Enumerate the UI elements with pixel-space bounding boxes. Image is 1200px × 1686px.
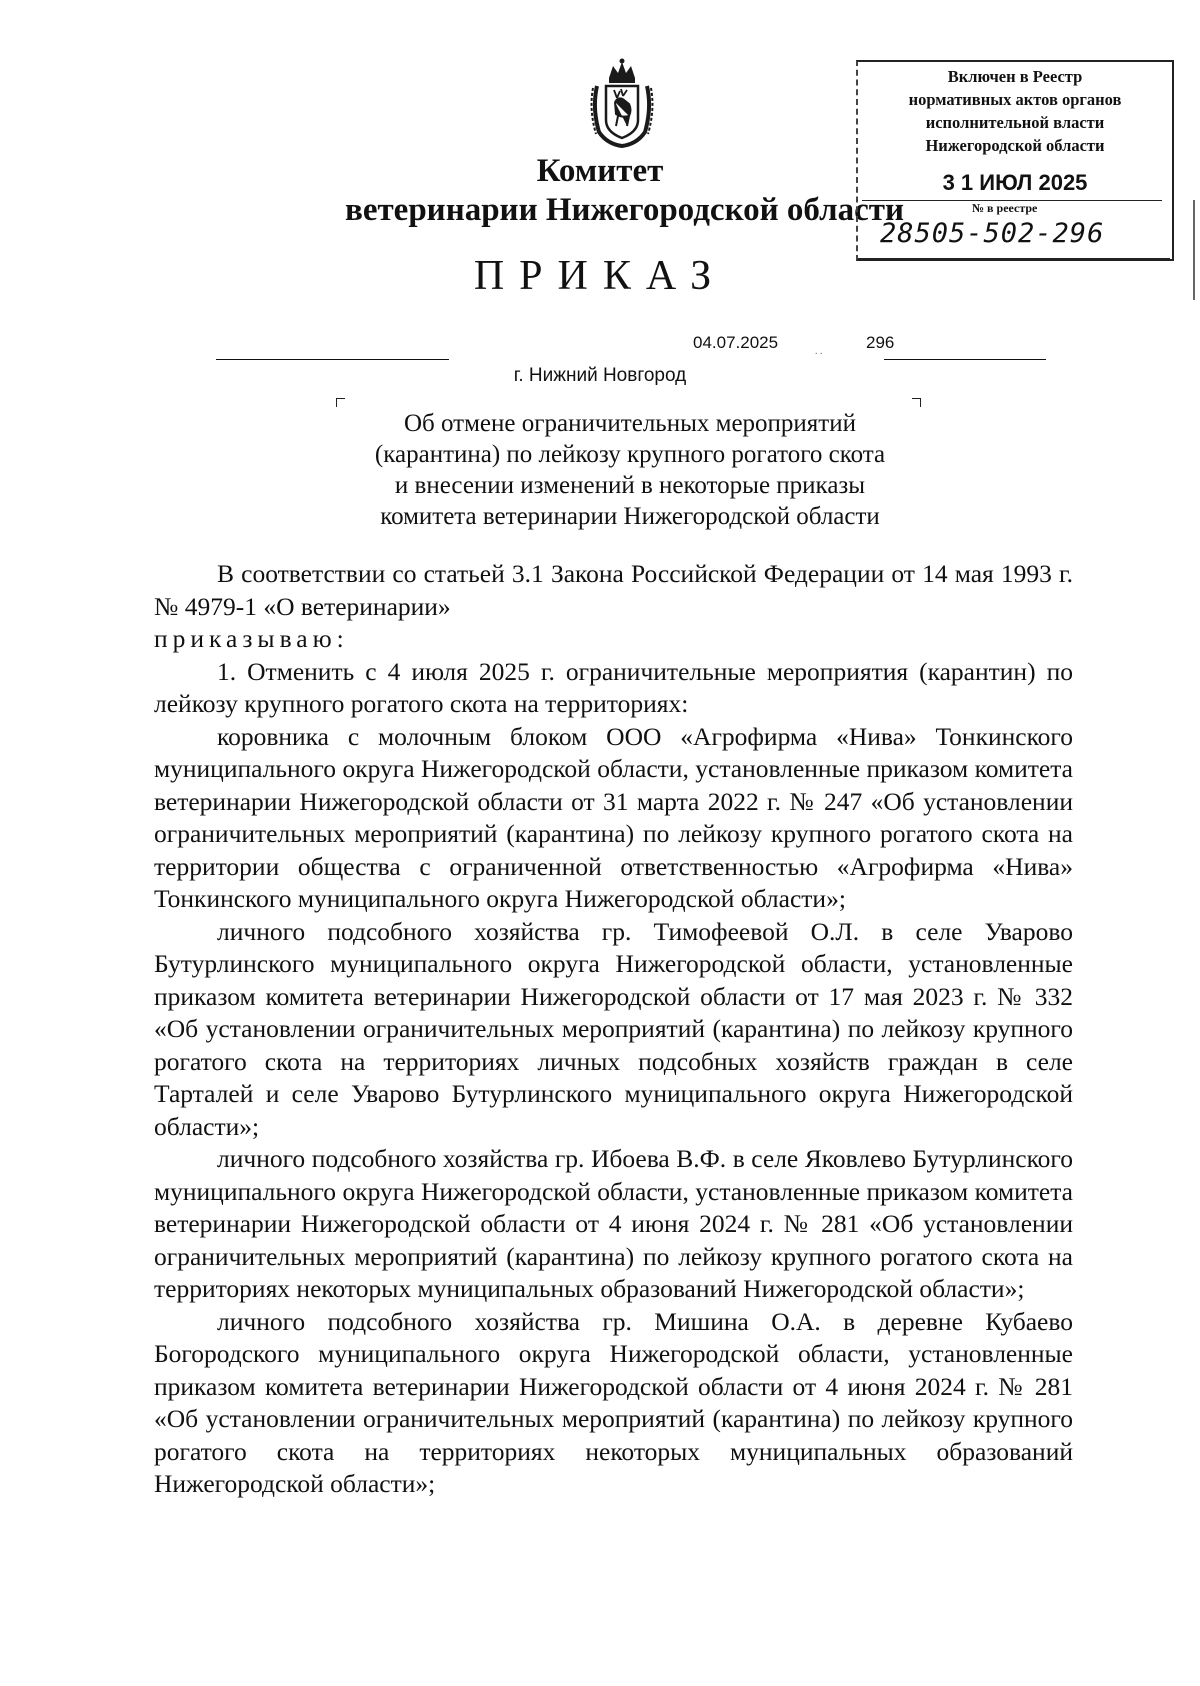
registry-number-label: № в реестре: [972, 201, 1038, 215]
registry-date: 3 1 ИЮЛ 2025: [942, 170, 1088, 195]
scan-edge-line: [1193, 200, 1195, 300]
territory-paragraph: личного подсобного хозяйства гр. Ибоева В.Ф. в селе Яковлево Бутурлинского муниципального округа Нижегородской области, установленные приказом комитета ветеринарии Нижегородской области от 4 июня 2024 г. № 281 «Об установлении ограничительных мероприятий (карантина) по лейкозу крупного рогатого скота на территориях некоторых муниципальных образований Нижегородской области»;: [154, 1144, 1073, 1303]
document-date: 04.07.2025: [693, 333, 779, 352]
preamble-paragraph: В соответствии со статьей 3.1 Закона Российской Федерации от 14 мая 1993 г. № 4979-1 «О ветеринарии»: [154, 559, 1073, 621]
stamp-line: исполнительной власти: [925, 113, 1105, 132]
stamp-line: Нижегородской области: [925, 136, 1105, 155]
title-line: (карантина) по лейкозу крупного рогатого скота: [374, 441, 886, 468]
date-underline: [216, 359, 449, 360]
registry-stamp-text: [870, 65, 1160, 157]
title-line: и внесении изменений в некоторые приказы: [394, 472, 866, 499]
title-corner-right: [912, 398, 921, 407]
stamp-bottom-border: [858, 258, 1170, 260]
number-underline: [884, 359, 1046, 360]
organization-name-line2: ветеринарии Нижегородской области: [345, 192, 904, 228]
stamp-line: нормативных актов органов: [908, 90, 1122, 109]
title-line: Об отмене ограничительных мероприятий: [403, 410, 856, 437]
separator-dots: . .: [815, 346, 823, 357]
title-corner-left: [336, 398, 345, 407]
organization-name: Комитет: [536, 153, 664, 189]
document-type: ПРИКАЗ: [473, 253, 727, 299]
order-word: приказываю:: [154, 624, 349, 653]
document-body: [154, 558, 1073, 1501]
document-city: г. Нижний Новгород: [513, 365, 687, 386]
title-line: комитета ветеринарии Нижегородской области: [380, 503, 880, 530]
coat-of-arms-emblem: [587, 58, 657, 150]
item-1-paragraph: 1. Отменить с 4 июля 2025 г. ограничительные мероприятия (карантин) по лейкозу крупного рогатого скота на территориях:: [154, 656, 1073, 718]
registry-number-handwritten: 28505-502-296: [880, 218, 1105, 249]
territory-paragraph: личного подсобного хозяйства гр. Тимофеевой О.Л. в селе Уварово Бутурлинского муниципального округа Нижегородской области, установленные приказом комитета ветеринарии Нижегородской области от 17 мая 2023 г. № 332 «Об установлении ограничительных мероприятий (карантина) по лейкозу крупного рогатого скота на территориях личных подсобных хозяйств граждан в селе Тарталей и селе Уварово Бутурлинского муниципального округа Нижегородской области»;: [154, 916, 1073, 1141]
document-title: [300, 408, 960, 532]
territory-paragraph: коровника с молочным блоком ООО «Агрофирма «Нива» Тонкинского муниципального округа Нижегородской области, установленные приказом комитета ветеринарии Нижегородской области от 31 марта 2022 г. № 247 «Об установлении ограничительных мероприятий (карантина) по лейкозу крупного рогатого скота на территории общества с ограниченной ответственностью «Агрофирма «Нива» Тонкинского муниципального округа Нижегородской области»;: [154, 721, 1073, 913]
stamp-line: Включен в Реестр: [947, 67, 1083, 86]
document-number: 296: [866, 333, 895, 352]
territory-paragraph: личного подсобного хозяйства гр. Мишина О.А. в деревне Кубаево Богородского муниципального округа Нижегородской области, установленные приказом комитета ветеринарии Нижегородской области от 4 июня 2024 г. № 281 «Об установлении ограничительных мероприятий (карантина) по лейкозу крупного рогатого скота на территориях некоторых муниципальных образований Нижегородской области»;: [154, 1306, 1073, 1498]
